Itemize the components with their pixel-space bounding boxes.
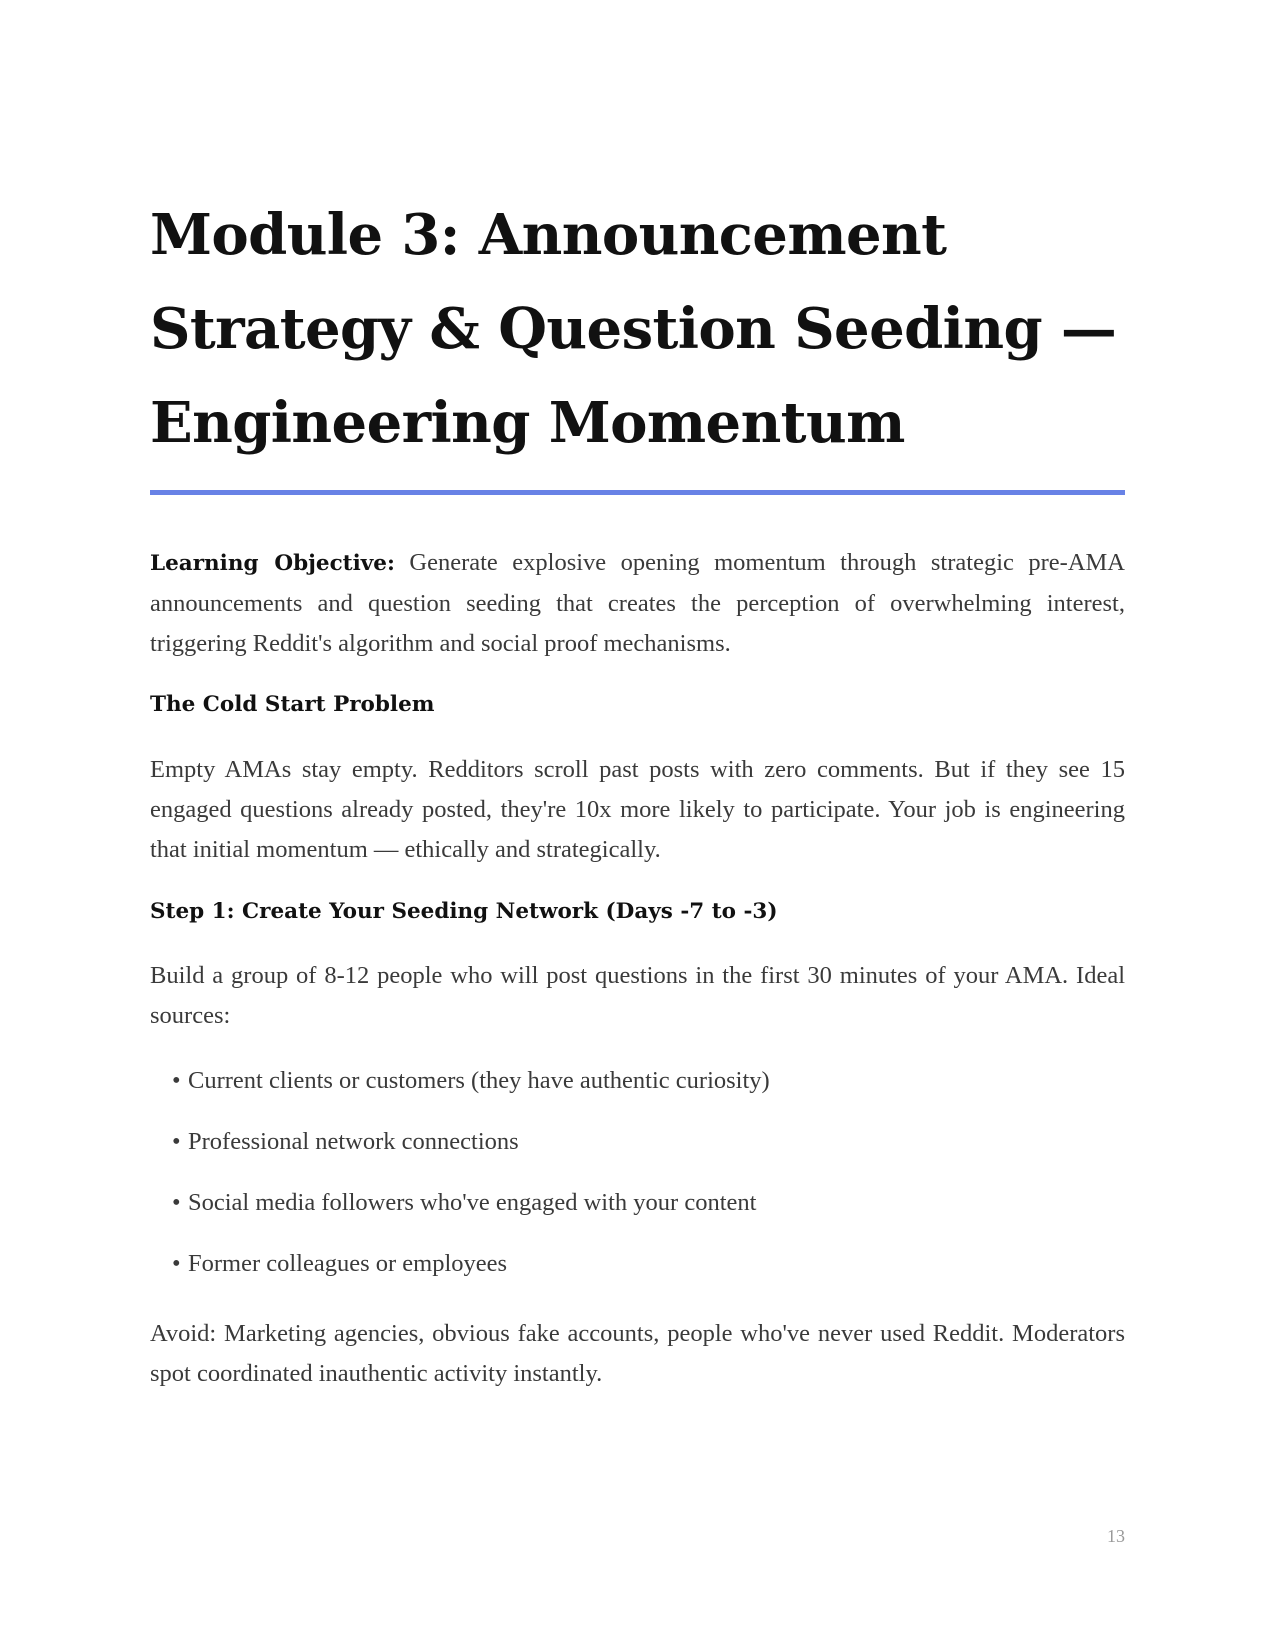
bullet-icon: • (172, 1128, 181, 1155)
learning-objective-text: Generate explosive opening momentum through strategic pre-AMA announcements and question seeding that creates the perception of overwhelming interest, triggering Reddit's algorithm and social proof mechanisms. (150, 549, 1125, 657)
title-divider (150, 490, 1125, 495)
list-item-text: Professional network connections (188, 1128, 519, 1155)
step1-heading: Step 1: Create Your Seeding Network (Days -7 to -3) (150, 899, 778, 924)
list-item-text: Social media followers who've engaged with your content (188, 1189, 757, 1216)
list-item-text: Current clients or customers (they have authentic curiosity) (188, 1067, 770, 1094)
page-title-line-1: Module 3: Announcement (150, 202, 947, 268)
list-item (172, 1183, 770, 1244)
page-title (150, 188, 1125, 470)
learning-objective-label: Learning Objective: (150, 551, 395, 576)
list-item (172, 1122, 770, 1183)
seeding-sources-list (172, 1061, 770, 1305)
bullet-icon: • (172, 1067, 181, 1094)
step1-paragraph: Build a group of 8-12 people who will post questions in the first 30 minutes of your AMA. Ideal sources: (150, 962, 1125, 1029)
page-number: 13 (1107, 1526, 1125, 1546)
bullet-icon: • (172, 1250, 181, 1277)
page-title-line-2: Strategy & Question Seeding — (150, 296, 1117, 362)
cold-start-heading: The Cold Start Problem (150, 692, 435, 717)
learning-objective-paragraph (150, 543, 1125, 664)
avoid-paragraph: Avoid: Marketing agencies, obvious fake accounts, people who've never used Reddit. Moderators spot coordinated inauthentic activity instantly. (150, 1320, 1125, 1387)
list-item (172, 1244, 770, 1305)
page-title-line-3: Engineering Momentum (150, 390, 905, 456)
cold-start-paragraph: Empty AMAs stay empty. Redditors scroll past posts with zero comments. But if they see 15 engaged questions already posted, they're 10x more likely to participate. Your job is engineering that initial momentum — ethically and strategically. (150, 756, 1125, 863)
list-item (172, 1061, 770, 1122)
list-item-text: Former colleagues or employees (188, 1250, 508, 1277)
bullet-icon: • (172, 1189, 181, 1216)
